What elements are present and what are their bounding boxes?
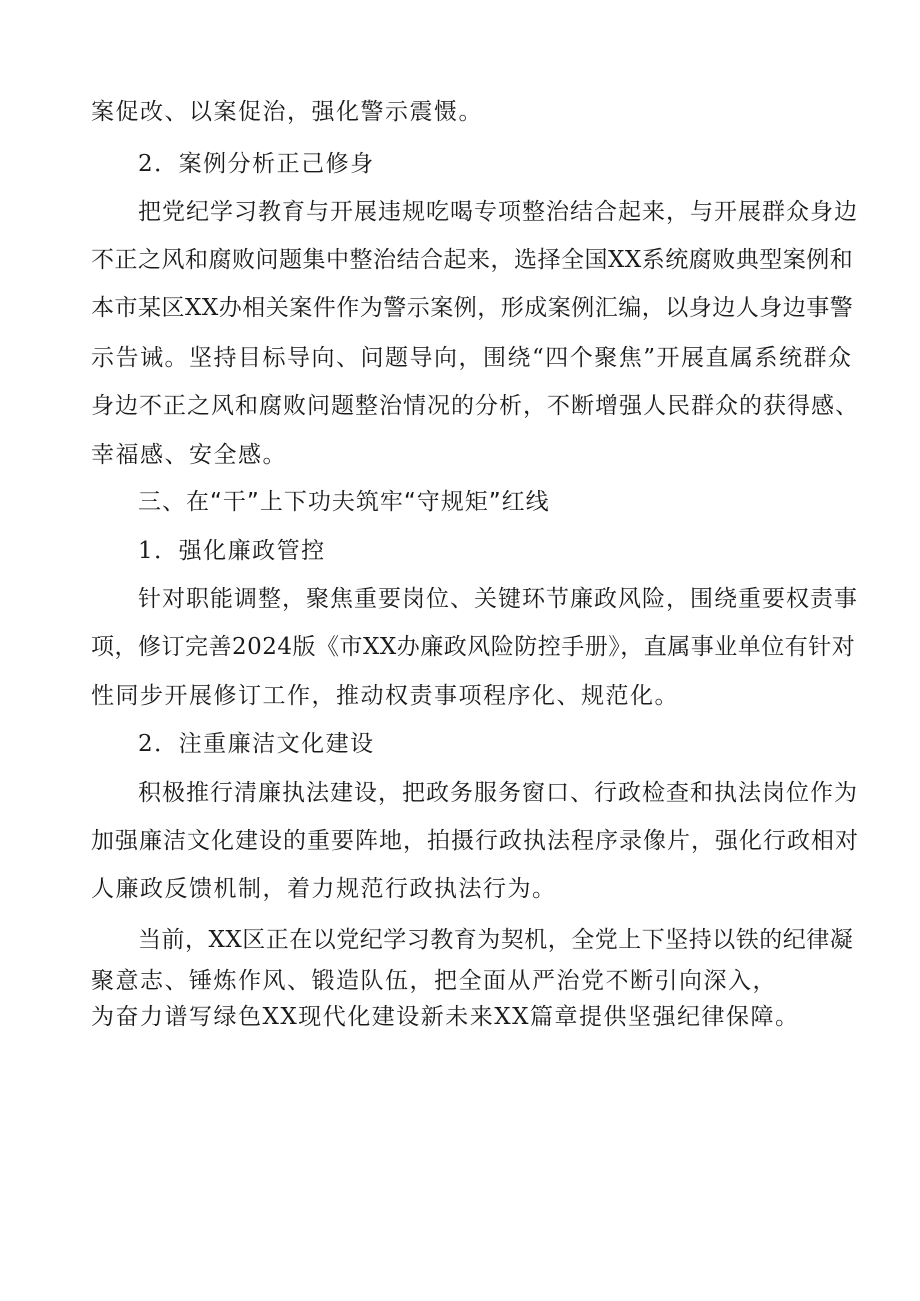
text-line: 为奋力谱写绿色XX现代化建设新未来XX篇章提供坚强纪律保障。 xyxy=(91,1004,800,1030)
text-line: 性同步开展修订工作，推动权责事项程序化、规范化。 xyxy=(91,683,679,709)
section-heading: 三、在“干”上下功夫筑牢“守规矩”红线 xyxy=(138,489,550,515)
text-line: 不正之风和腐败问题集中整治结合起来，选择全国XX系统腐败典型案例和 xyxy=(91,247,854,273)
text-line: 本市某区XX办相关案件作为警示案例，形成案例汇编，以身边人身边事警 xyxy=(91,295,854,321)
subheading: 1．强化廉政管控 xyxy=(138,538,326,564)
text-line: 人廉政反馈机制，着力规范行政执法行为。 xyxy=(91,876,557,902)
text-line: 身边不正之风和腐败问题整治情况的分析，不断增强人民群众的获得感、 xyxy=(91,393,859,419)
text-line: 加强廉洁文化建设的重要阵地，拍摄行政执法程序录像片，强化行政相对 xyxy=(91,828,859,854)
text-line: 项，修订完善2024版《市XX办廉政风险防控手册》，直属事业单位有针对 xyxy=(91,634,856,660)
text-line: 聚意志、锤炼作风、锻造队伍，把全面从严治党不断引向深入， xyxy=(91,968,777,994)
text-line: 示告诫。坚持目标导向、问题导向，围绕“四个聚焦”开展直属系统群众 xyxy=(91,345,853,371)
text-line: 幸福感、安全感。 xyxy=(91,442,287,468)
text-line: 针对职能调整，聚焦重要岗位、关键环节廉政风险，围绕重要权责事 xyxy=(138,586,858,612)
text-line: 积极推行清廉执法建设，把政务服务窗口、行政检查和执法岗位作为 xyxy=(138,780,858,806)
subheading: 2．注重廉洁文化建设 xyxy=(138,731,375,757)
text-line: 案促改、以案促治，强化警示震慑。 xyxy=(91,99,483,125)
subheading: 2．案例分析正己修身 xyxy=(138,151,375,177)
text-line: 当前，XX区正在以党纪学习教育为契机，全党上下坚持以铁的纪律凝 xyxy=(138,927,854,953)
text-line: 把党纪学习教育与开展违规吃喝专项整治结合起来，与开展群众身边 xyxy=(138,199,858,225)
